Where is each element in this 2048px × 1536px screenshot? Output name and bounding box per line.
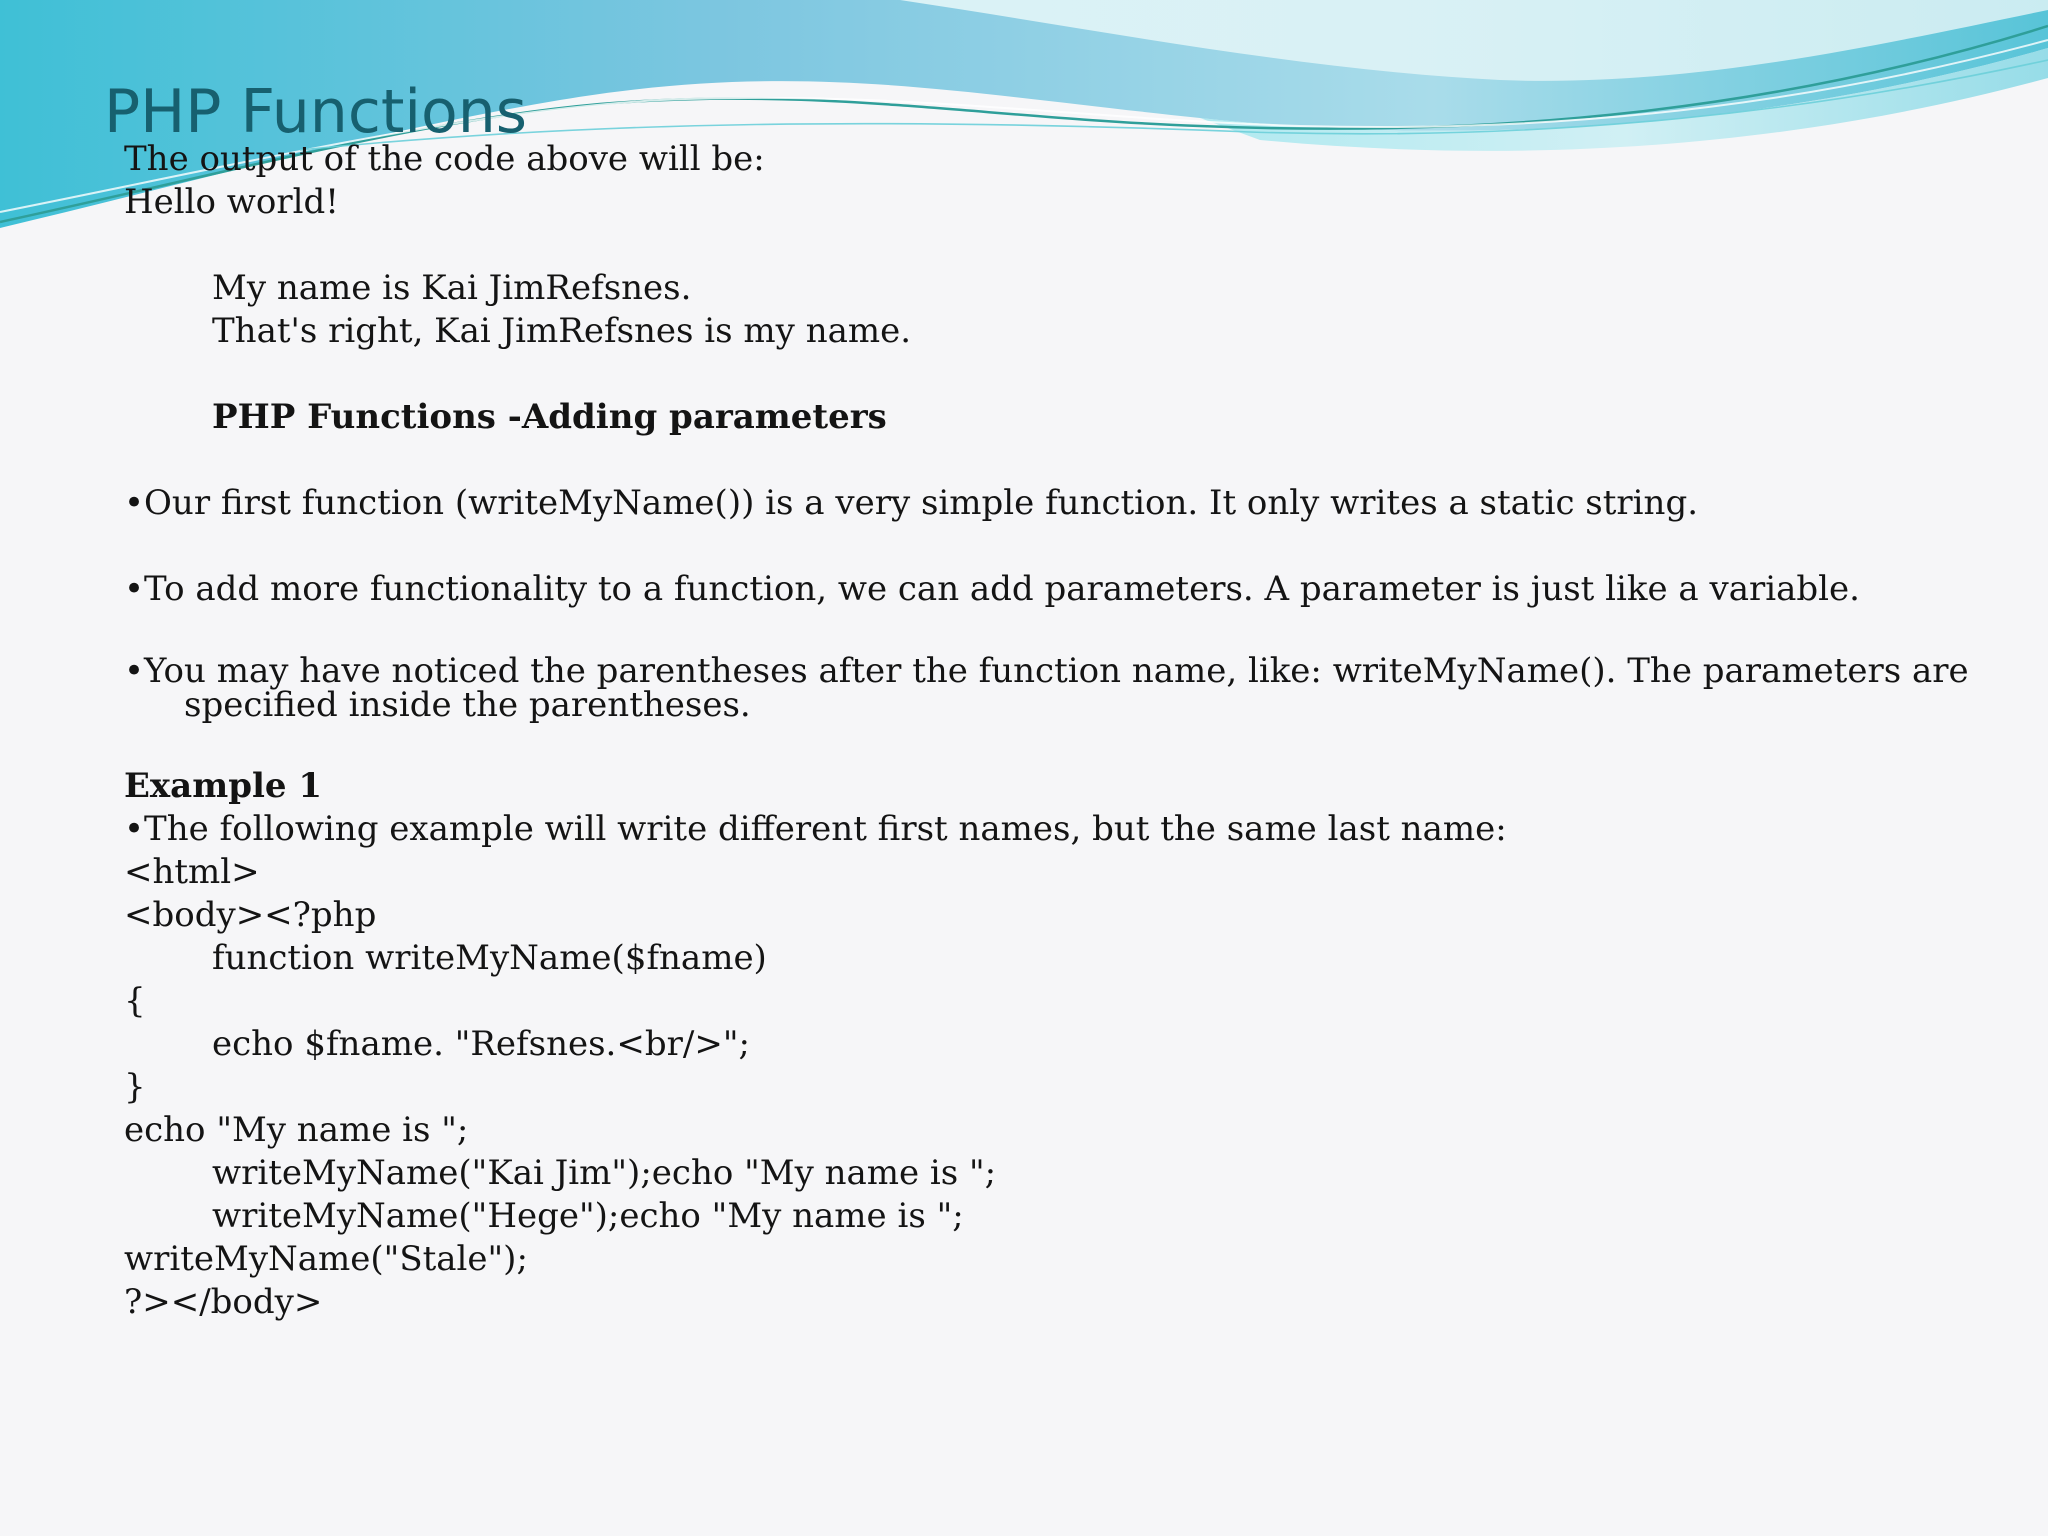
bullet-item: •To add more functionality to a function, we can add parameters. A parameter is just like a variable. [124,569,1860,609]
blank-line [124,525,1984,568]
section-heading: PHP Functions -Adding parameters [212,397,887,437]
text-line: The output of the code above will be: [124,139,765,179]
blank-line [124,224,1984,267]
text-line: That's right, Kai JimRefsnes is my name. [212,311,912,351]
bullet-item: •Our first function (writeMyName()) is a very simple function. It only writes a static string. [124,483,1699,523]
code-line: <html> [124,852,260,892]
blank-line [124,353,1984,396]
text-line: My name is Kai JimRefsnes. [212,268,692,308]
code-line: function writeMyName($fname) [212,938,767,978]
slide-title: PHP Functions [104,77,528,147]
bullet-item: •You may have noticed the parentheses after the function name, like: writeMyName(). The parameters are specified inside the parentheses. [124,651,1969,725]
slide-body [124,138,1984,1324]
code-line: <body><?php [124,895,377,935]
blank-line [124,439,1984,482]
blank-line [124,722,1984,765]
code-line: { [124,981,146,1021]
code-line: } [124,1067,146,1107]
code-line: echo $fname. "Refsnes.<br/>"; [212,1024,750,1064]
code-line: writeMyName("Hege");echo "My name is "; [212,1196,964,1236]
example-heading: Example 1 [124,766,323,806]
code-line: writeMyName("Kai Jim");echo "My name is "; [212,1153,997,1193]
text-line: Hello world! [124,182,339,222]
code-line: echo "My name is "; [124,1110,469,1150]
code-line: writeMyName("Stale"); [124,1239,528,1279]
bullet-item: •The following example will write different first names, but the same last name: [124,809,1507,849]
blank-line [124,611,1984,654]
code-line: ?></body> [124,1282,323,1322]
